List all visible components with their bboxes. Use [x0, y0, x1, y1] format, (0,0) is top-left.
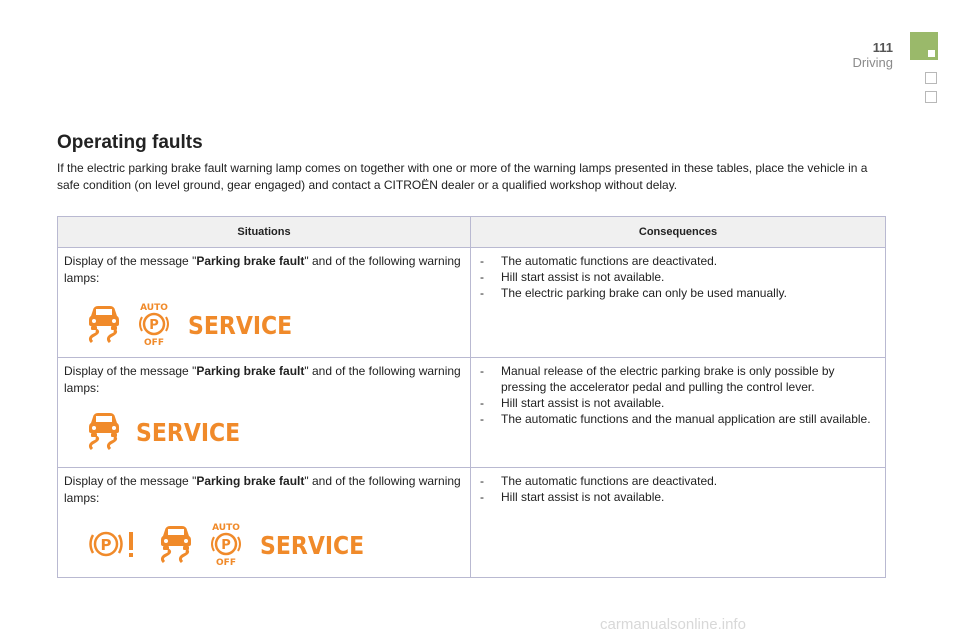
table-row — [58, 468, 886, 578]
situation-cell — [58, 358, 471, 468]
list-item: - Manual release of the electric parking brake is only possible by pressing the accelerator pedal and pulling the control lever. — [477, 363, 879, 395]
consequences-list — [477, 473, 879, 505]
svg-text:OFF: OFF — [144, 338, 164, 347]
consequences-cell — [471, 358, 886, 468]
watermark: carmanualsonline.info — [600, 616, 746, 633]
list-item: - The automatic functions are deactivated. — [477, 473, 879, 489]
chapter-tab-2[interactable] — [925, 91, 937, 103]
chapter-tab-active[interactable] — [910, 32, 938, 60]
warning-lamps — [86, 411, 464, 456]
situation-cell — [58, 468, 471, 578]
list-item: - Hill start assist is not available. — [477, 269, 879, 285]
service-icon: SERVICE — [136, 419, 241, 448]
situation-suffix: " and of the following warning lamps: — [64, 474, 461, 505]
section-title: Operating faults — [57, 132, 203, 153]
situation-prefix: Display of the message " — [64, 474, 197, 488]
situation-prefix: Display of the message " — [64, 364, 197, 378]
esp-skid-icon — [86, 411, 122, 456]
auto-p-off-icon — [208, 521, 244, 572]
warning-lamps — [86, 301, 464, 352]
table-row — [58, 248, 886, 358]
fault-message: Parking brake fault — [196, 364, 305, 378]
consequences-cell — [471, 468, 886, 578]
page-number: 111 — [872, 40, 893, 55]
list-item: - Hill start assist is not available. — [477, 395, 879, 411]
situation-suffix: " and of the following warning lamps: — [64, 254, 461, 285]
chapter-tab-1[interactable] — [925, 72, 937, 84]
auto-p-off-icon — [136, 301, 172, 352]
situation-cell — [58, 248, 471, 358]
chapter-name: Driving — [852, 55, 893, 70]
header-situations: Situations — [58, 217, 471, 248]
esp-skid-icon — [86, 304, 122, 349]
svg-text:P: P — [221, 538, 231, 553]
esp-skid-icon — [158, 524, 194, 569]
svg-text:AUTO: AUTO — [212, 523, 240, 533]
list-item: - The automatic functions and the manual application are still available. — [477, 411, 879, 427]
tab-dot-icon — [928, 50, 935, 57]
list-item: - Hill start assist is not available. — [477, 489, 879, 505]
list-item: - The automatic functions are deactivated. — [477, 253, 879, 269]
situation-prefix: Display of the message " — [64, 254, 197, 268]
svg-text:OFF: OFF — [216, 558, 236, 567]
consequences-cell — [471, 248, 886, 358]
section-intro: If the electric parking brake fault warning lamp comes on together with one or more of the warning lamps presented in these tables, place the vehicle in a safe condition (on level ground, gear engaged) and contact a CITROËN dealer or a qualified workshop without delay. — [57, 161, 868, 192]
table-row — [58, 358, 886, 468]
service-icon: SERVICE — [188, 312, 293, 341]
situation-suffix: " and of the following warning lamps: — [64, 364, 461, 395]
fault-message: Parking brake fault — [196, 254, 305, 268]
svg-text:P: P — [149, 318, 159, 333]
service-icon: SERVICE — [260, 532, 365, 561]
header-consequences: Consequences — [471, 217, 886, 248]
fault-message: Parking brake fault — [196, 474, 305, 488]
table-header-row — [58, 217, 886, 248]
warning-lamps — [86, 521, 464, 572]
consequences-list — [477, 253, 879, 301]
svg-text:P: P — [100, 536, 112, 554]
consequences-list — [477, 363, 879, 427]
list-item: - The electric parking brake can only be used manually. — [477, 285, 879, 301]
svg-text:AUTO: AUTO — [140, 303, 168, 313]
faults-table — [57, 216, 886, 578]
parking-brake-fault-icon — [86, 526, 136, 567]
